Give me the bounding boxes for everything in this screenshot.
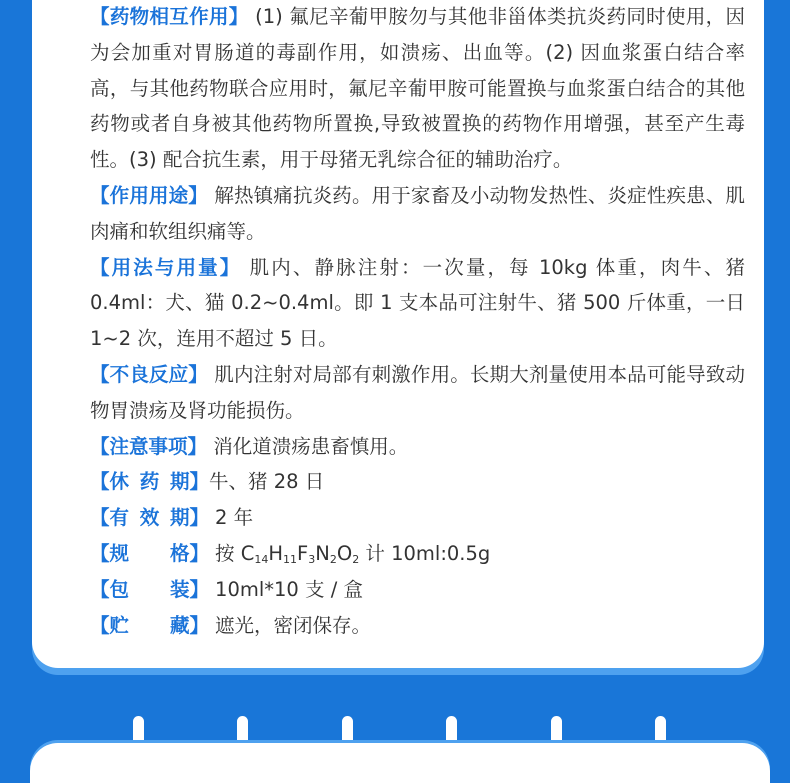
validity-label-text: 有效期	[109, 506, 190, 530]
section-adverse	[90, 357, 745, 429]
withdrawal-value: 牛、猪 28 日	[209, 470, 325, 494]
bracket-close: 】	[189, 613, 210, 637]
bracket-close: 】	[189, 541, 210, 565]
package-value: 10ml*10 支 / 盒	[215, 577, 363, 601]
bracket-open: 【	[90, 541, 110, 565]
package-label	[90, 572, 209, 608]
adverse-label: 【不良反应】	[90, 362, 208, 386]
spec-element: O	[336, 541, 353, 565]
spec-label	[90, 536, 209, 572]
bracket-open: 【	[90, 613, 110, 637]
section-interaction	[90, 0, 745, 178]
spec-sub: 14	[254, 552, 269, 566]
withdrawal-label	[90, 464, 209, 500]
usage-label: 【作用用途】	[90, 183, 208, 207]
section-dosage	[90, 250, 745, 357]
bracket-close: 】	[189, 577, 210, 601]
spec-suffix: 计 10ml:0.5g	[359, 541, 491, 565]
bracket-close: 】	[189, 470, 210, 494]
adverse-text: 肌内注射对局部有刺激作用。长期大剂量使用本品可能导致动物胃溃疡及肾功能损伤。	[90, 362, 745, 422]
spec-element: H	[268, 541, 284, 565]
interaction-label: 【药物相互作用】	[90, 5, 249, 28]
drug-info-content	[90, 0, 745, 643]
validity-value: 2 年	[215, 506, 254, 530]
spec-label-text: 规格	[109, 541, 190, 565]
row-spec	[90, 536, 745, 572]
interaction-text: (1) 氟尼辛葡甲胺勿与其他非甾体类抗炎药同时使用，因为会加重对胃肠道的毒副作用，如溃疡、出血等。(2) 因血浆蛋白结合率高，与其他药物联合应用时，氟尼辛葡甲胺可能置换与血浆蛋白结合的其他药物或者自身被其他药物所置换,导致被置换的药物作用增强，甚至产生毒性。(3) 配合抗生素，用于母猪无乳综合征的辅助治疗。	[90, 5, 745, 172]
spec-value	[215, 536, 490, 572]
spec-sub: 2	[352, 552, 360, 566]
row-storage	[90, 608, 745, 644]
row-validity	[90, 500, 745, 536]
withdrawal-label-text: 休药期	[109, 470, 190, 494]
validity-label	[90, 500, 209, 536]
bracket-open: 【	[90, 506, 110, 530]
storage-value: 遮光，密闭保存。	[215, 613, 372, 637]
storage-label-text: 贮藏	[109, 613, 190, 637]
section-usage	[90, 178, 745, 250]
storage-label	[90, 608, 209, 644]
bracket-open: 【	[90, 577, 110, 601]
spec-sub: 2	[329, 552, 337, 566]
spec-element: F	[297, 541, 309, 565]
bracket-close: 】	[189, 506, 210, 530]
spec-sub: 3	[308, 552, 316, 566]
spec-prefix: 按 C	[215, 541, 255, 565]
caution-label: 【注意事项】	[90, 434, 208, 458]
usage-text: 解热镇痛抗炎药。用于家畜及小动物发热性、炎症性疾患、肌肉痛和软组织痛等。	[90, 183, 745, 243]
row-package	[90, 572, 745, 608]
bracket-open: 【	[90, 470, 110, 494]
dosage-label: 【用法与用量】	[90, 255, 242, 279]
package-label-text: 包装	[109, 577, 190, 601]
section-caution	[90, 429, 745, 465]
spec-sub: 11	[283, 552, 298, 566]
caution-text: 消化道溃疡患畜慎用。	[213, 434, 409, 458]
spec-element: N	[315, 541, 330, 565]
next-card-edge	[30, 743, 770, 783]
row-withdrawal	[90, 464, 745, 500]
dosage-text: 肌内、静脉注射：一次量，每 10kg 体重，肉牛、猪 0.4ml：犬、猫 0.2~0.4ml。即 1 支本品可注射牛、猪 500 斤体重，一日 1~2 次，连用不超过 5 日。	[90, 255, 745, 351]
